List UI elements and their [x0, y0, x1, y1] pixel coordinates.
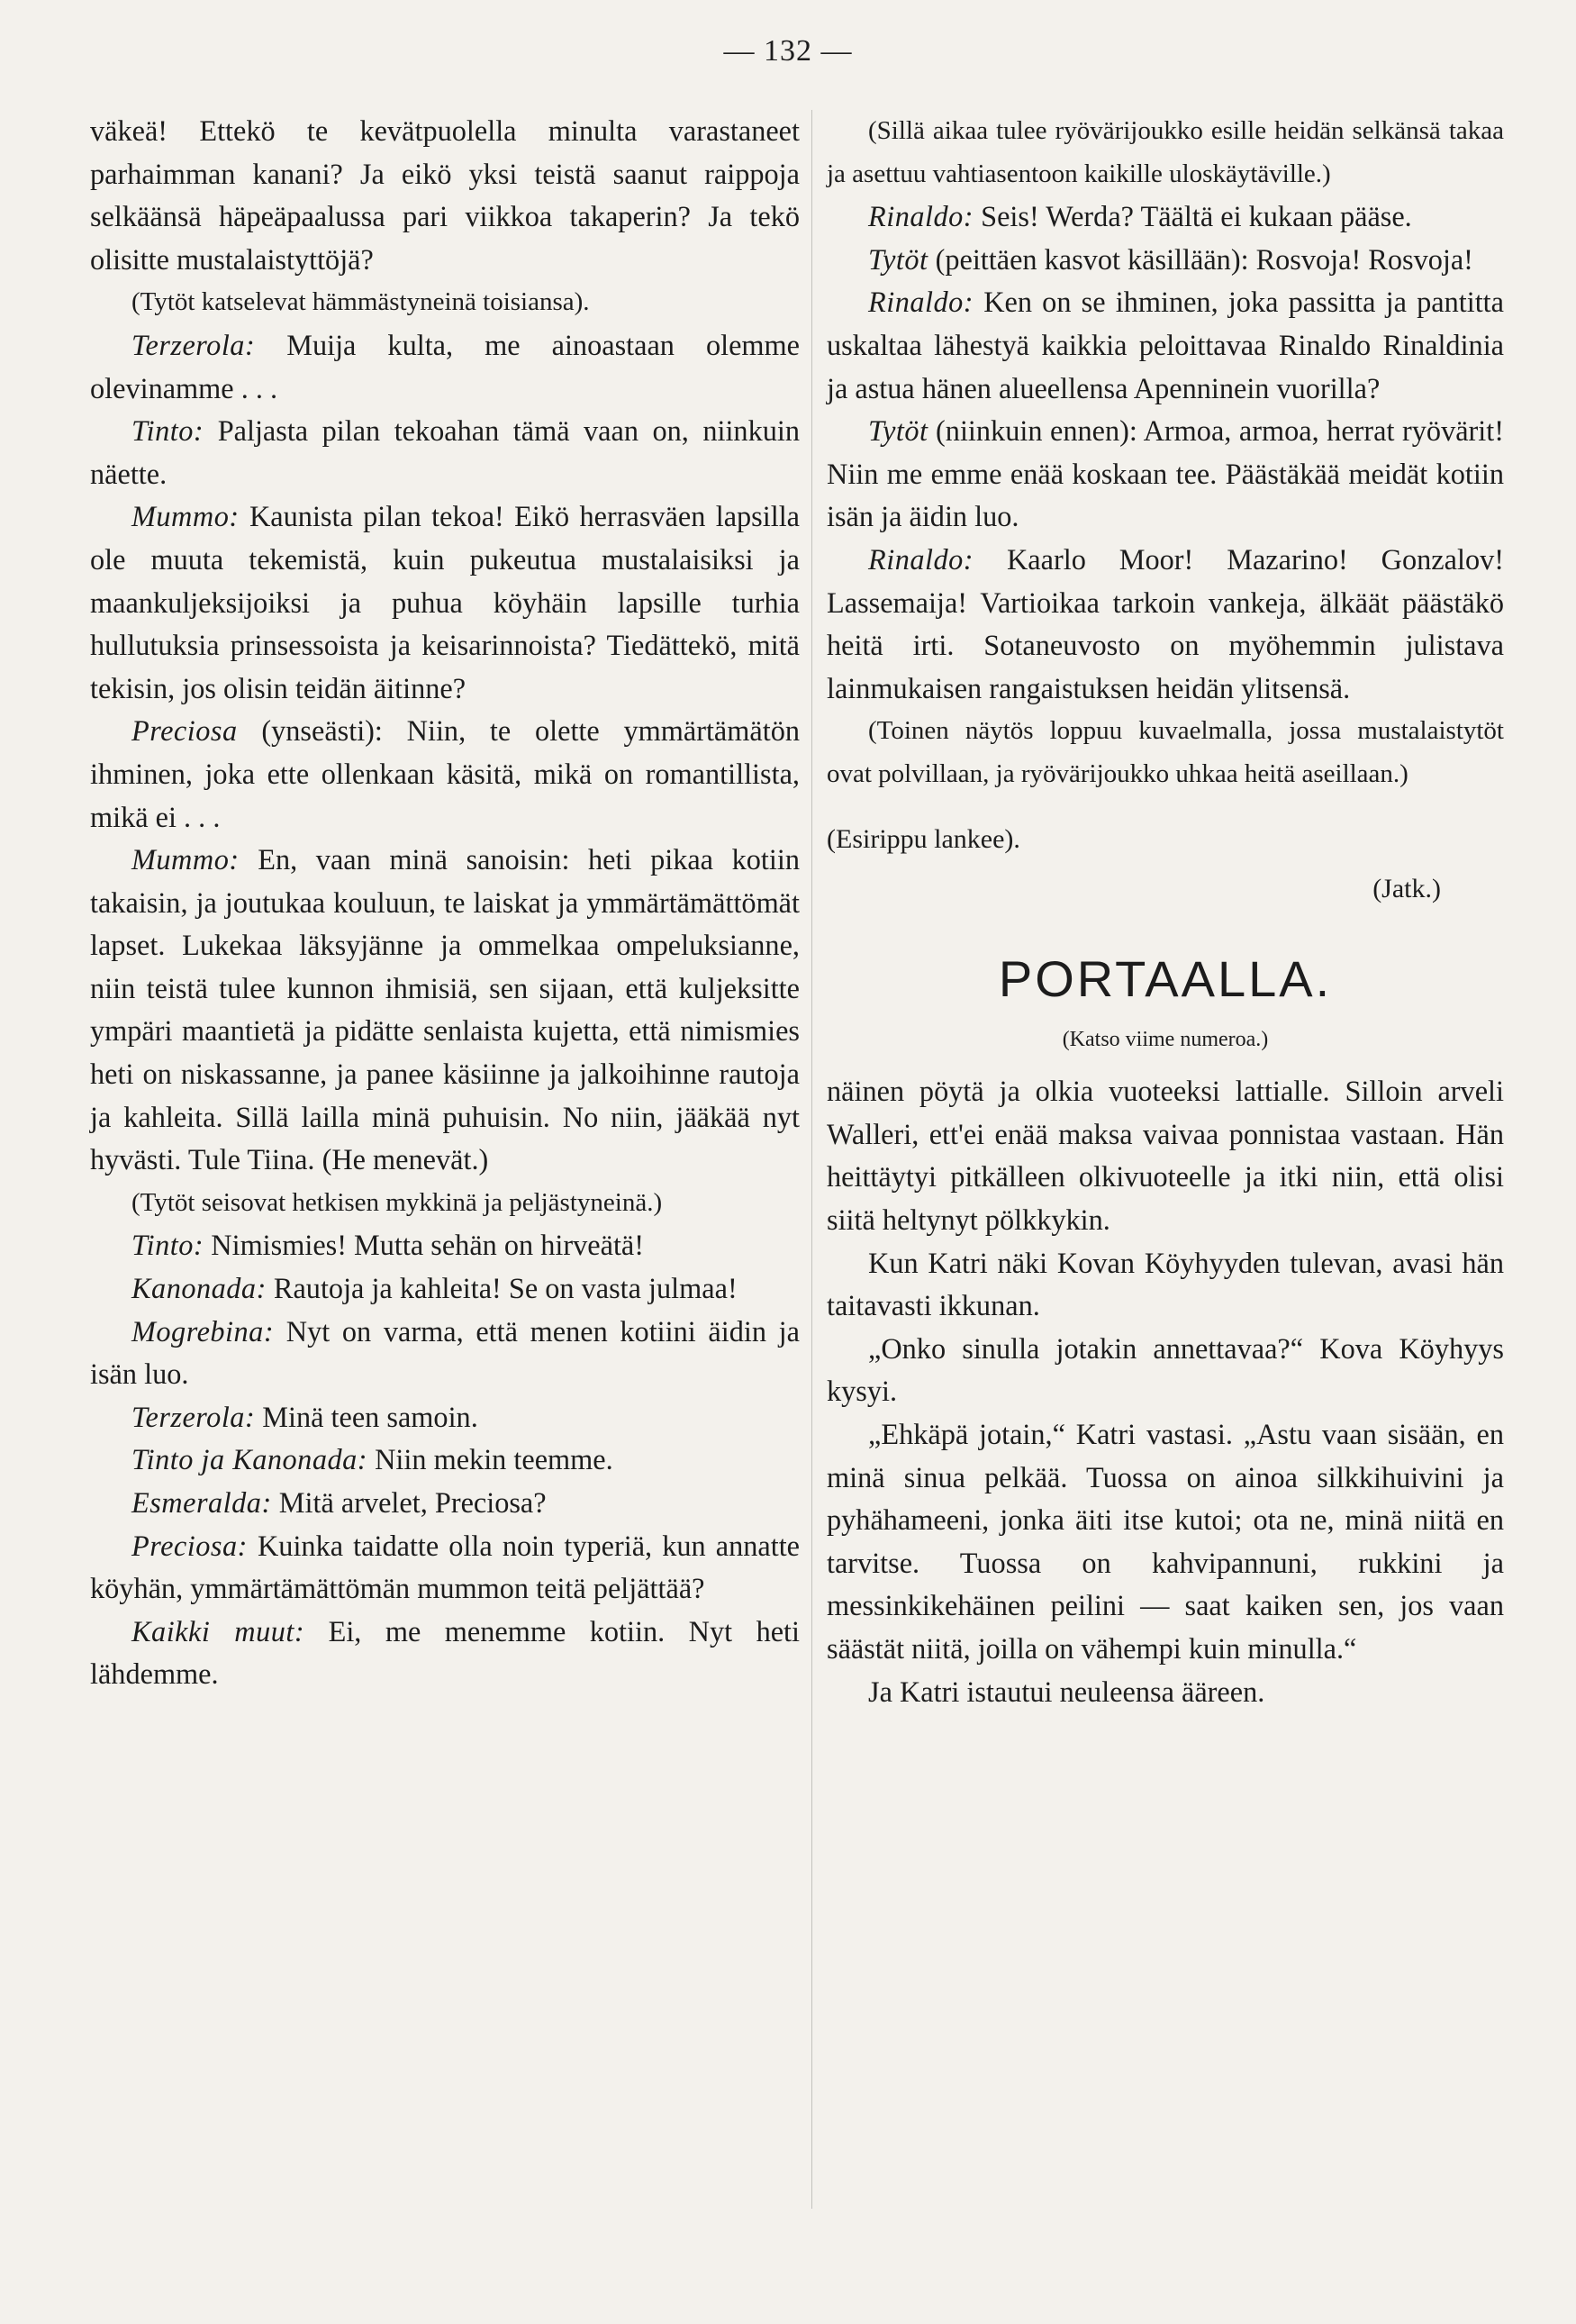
stage-direction — [90, 281, 800, 324]
dialogue-line — [90, 1439, 800, 1482]
story-text — [827, 1070, 1504, 1713]
line-text: Kaunista pilan tekoa! Eikö herrasväen lapsilla ole muuta tekemistä, kuin pukeutua mustalaisiksi ja maankuljeksijoiksi ja puhua köyhäin lapsille turhia hullutuksia prinsessoista ja keisarinnoista? Tiedättekö, mitä tekisin, jos olisin teidän äitinne? — [90, 500, 801, 704]
line-text: Nimismies! Mutta sehän on hirveätä! — [211, 1229, 645, 1262]
dialogue-line — [90, 1611, 800, 1696]
line-text: Kaarlo Moor! Mazarino! Gonzalov! Lassemaija! Vartioikaa tarkoin vankeja, älkäät päästäkö heitä irti. Sotaneuvosto on myöhemmin julistava lainmukaisen rangaistuksen heidän ylitsensä. — [827, 542, 1504, 704]
left-column — [90, 110, 800, 1696]
paragraph — [827, 1242, 1504, 1328]
dialogue-line — [90, 839, 800, 1182]
speaker-name: Tinto: — [131, 414, 204, 448]
speaker-name: Preciosa — [131, 714, 238, 748]
line-text: Ei, me menemme kotiin. Nyt heti lähdemme. — [90, 1614, 800, 1691]
line-text: Kuinka taidatte olla noin typeriä, kun annatte köyhän, ymmärtämättömän mummon teitä peljättää? — [90, 1529, 800, 1605]
line-text: Muija kulta, me ainoastaan olemme olevinamme . . . — [90, 328, 800, 404]
line-text: Mitä arvelet, Preciosa? — [278, 1486, 547, 1519]
paragraph — [827, 1328, 1504, 1413]
dialogue-line — [90, 1267, 800, 1311]
speaker-name: Terzerola: — [131, 328, 256, 361]
speaker-name: Tinto ja Kanonada: — [131, 1443, 368, 1476]
line-text: Seis! Werda? Täältä ei kukaan pääse. — [981, 200, 1412, 233]
paragraph — [827, 1671, 1504, 1714]
dialogue-line — [90, 1482, 800, 1525]
speaker-name: Esmeralda: — [131, 1486, 272, 1519]
dialogue-line — [827, 539, 1504, 710]
speaker-name: Kanonada: — [131, 1272, 267, 1305]
speaker-name: Tytöt — [868, 414, 928, 448]
dialogue-line — [827, 410, 1504, 539]
dialogue-line — [827, 281, 1504, 410]
dialogue-line — [90, 495, 800, 710]
stage-direction — [90, 1182, 800, 1225]
line-text: näinen pöytä ja olkia vuoteeksi lattialle. Silloin arveli Walleri, ett'ei enää maksa vaivaa ponnistaa vastaan. Hän heittäytyi pitkälleen olkivuoteelle ja itki niin, että olisi siitä heltynyt pölkkykin. — [827, 1075, 1504, 1237]
line-text: (ynseästi): Niin, te olette ymmärtämätön ihminen, joka ette ollenkaan käsitä, mikä on romantillista, mikä ei . . . — [90, 714, 800, 833]
line-text: „Ehkäpä jotain,“ Katri vastasi. „Astu vaan sisään, en minä sinua pelkää. Tuossa on ainoa silkkihuivini ja pyhähameeni, jonka äiti itse kutoi; ota ne, minä niitä en tarvitse. Tuossa on kahvipannuni, rukkini ja messinkikehäinen peilini — saat kaiken sen, jos vaan säästät niitä, joilla on vähempi kuin minulla.“ — [827, 1418, 1504, 1665]
dialogue-line — [90, 1396, 800, 1439]
speaker-name: Tytöt — [868, 242, 928, 276]
speaker-name: Mummo: — [131, 843, 240, 876]
line-text: Kun Katri näki Kovan Köyhyyden tulevan, avasi hän taitavasti ikkunan. — [827, 1246, 1504, 1322]
stage-direction — [827, 110, 1504, 195]
dialogue-line — [827, 239, 1504, 282]
speaker-name: Tinto: — [131, 1229, 204, 1262]
line-text: Nyt on varma, että menen kotiini äidin ja isän luo. — [90, 1314, 800, 1391]
paragraph — [90, 110, 800, 281]
column-divider — [811, 110, 812, 2209]
continued-note: (Jatk.) — [1372, 874, 1441, 904]
line-text: Minä teen samoin. — [262, 1400, 478, 1433]
line-text: „Onko sinulla jotakin annettavaa?“ Kova Köyhyys kysyi. — [827, 1331, 1504, 1408]
line-text: (Toinen näytös loppuu kuvaelmalla, jossa mustalaistytöt ovat polvillaan, ja ryövärijoukko uhkaa heitä aseillaan.) — [827, 716, 1504, 788]
line-text: (Tytöt katselevat hämmästyneinä toisiansa). — [131, 287, 590, 317]
speaker-name: Mummo: — [131, 500, 240, 533]
right-column — [827, 110, 1504, 1713]
curtain-note: (Esirippu lankee). — [827, 823, 1020, 854]
page-number: — 132 — — [723, 34, 853, 68]
dialogue-line — [90, 324, 800, 410]
dialogue-line — [90, 410, 800, 495]
line-text: Niin mekin teemme. — [375, 1443, 613, 1476]
stage-direction — [827, 710, 1504, 795]
play-continuation — [827, 110, 1504, 796]
speaker-name: Rinaldo: — [868, 542, 974, 576]
dialogue-line — [90, 1525, 800, 1611]
line-text: (niinkuin ennen): Armoa, armoa, herrat ryövärit! Niin me emme enää koskaan tee. Päästäkää meidät kotiin isän ja äidin luo. — [827, 414, 1505, 533]
line-text: väkeä! Ettekö te kevätpuolella minulta varastaneet parhaimman kanani? Ja eikö yksi teistä saanut raippoja selkäänsä häpeäpaalussa pari viikkoa takaperin? Ja tekö olisitte mustalaistyttöjä? — [90, 114, 800, 276]
line-text: (Sillä aikaa tulee ryövärijoukko esille heidän selkänsä takaa ja asettuu vahtiasentoon kaikille uloskäytäville.) — [827, 116, 1504, 188]
speaker-name: Rinaldo: — [868, 200, 974, 233]
speaker-name: Rinaldo: — [868, 286, 974, 319]
line-text: Paljasta pilan tekoahan tämä vaan on, niinkuin näette. — [90, 414, 800, 490]
paragraph — [827, 1413, 1504, 1671]
story-subtitle: (Katso viime numeroa.) — [1062, 1027, 1269, 1051]
dialogue-line — [827, 195, 1504, 239]
speaker-name: Mogrebina: — [131, 1314, 275, 1348]
story-title: PORTAALLA. — [998, 949, 1333, 1007]
speaker-name: Preciosa: — [131, 1529, 248, 1562]
line-text: En, vaan minä sanoisin: heti pikaa kotiin takaisin, ja joutukaa kouluun, te laiskat ja ymmärtämättömät lapset. Lukekaa läksyjänne ja ommelkaa ompeluksianne, niin teistä tulee kunnon ihmisiä, sen sijaan, että kuljeksitte ympäri maantietä ja pidätte senlaista kujetta, että nimismies heti on niskassanne, ja panee käsiinne ja jalkoihinne rautoja ja kahleita. Sillä lailla minä puhuisin. No niin, jääkää nyt hyvästi. Tule Tiina. (He menevät.) — [90, 843, 801, 1176]
dialogue-line — [90, 1224, 800, 1267]
line-text: (Tytöt seisovat hetkisen mykkinä ja peljästyneinä.) — [131, 1187, 663, 1217]
line-text: (peittäen kasvot käsillään): Rosvoja! Rosvoja! — [935, 242, 1473, 276]
speaker-name: Kaikki muut: — [131, 1614, 305, 1648]
line-text: Rautoja ja kahleita! Se on vasta julmaa! — [273, 1272, 738, 1305]
speaker-name: Terzerola: — [131, 1400, 256, 1433]
paragraph — [827, 1070, 1504, 1241]
line-text: Ja Katri istautui neuleensa ääreen. — [868, 1675, 1265, 1708]
dialogue-line — [90, 1311, 800, 1396]
line-text: Ken on se ihminen, joka passitta ja pantitta uskaltaa lähestyä kaikkia peloittavaa Rinaldo Rinaldinia ja astua hänen alueellensa Apenninein vuorilla? — [827, 286, 1504, 404]
dialogue-line — [90, 710, 800, 839]
